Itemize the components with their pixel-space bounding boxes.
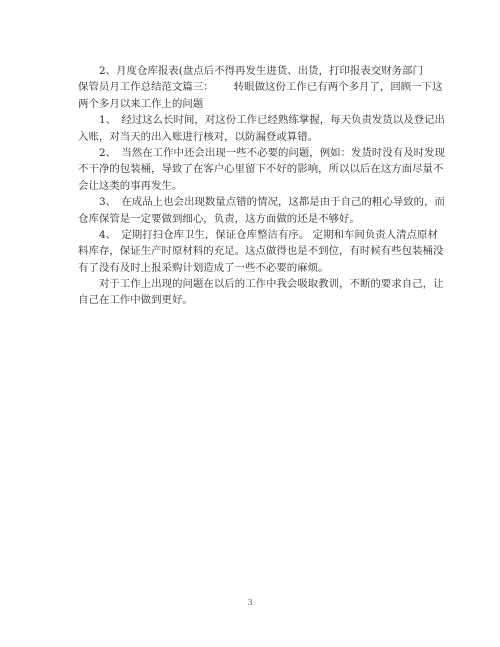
line-text: 2、 当然在工作中还会出现一些不必要的问题，例如：发货时没有及时发现 bbox=[99, 146, 445, 159]
line-text: 4、 定期打扫仓库卫生，保证仓库整洁有序。 定期和车间负责人清点原材 bbox=[99, 228, 438, 241]
line-text: 3、 在成品上也会出现数量点错的情况，这都是由于自己的粗心导致的，而 bbox=[99, 196, 445, 209]
paragraph-line bbox=[78, 260, 424, 276]
paragraph-line bbox=[78, 161, 444, 177]
line-text: 料库存，保证生产时原材料的充足。这点做得也是不到位，有时候有些包装桶没 bbox=[78, 245, 444, 258]
line-text: 2、月度仓库报表(盘点后不得再发生进货、出货，打印报表交财务部门 bbox=[99, 65, 423, 77]
line-text: 有了没有及时上报采购计划造成了一些不必要的麻烦。 bbox=[78, 261, 329, 274]
paragraph-line bbox=[78, 194, 445, 210]
line-text: 1、 经过这么长时间，对这份工作已经熟练掌握，每天负责发货以及登记出 bbox=[99, 114, 445, 127]
document-body bbox=[78, 63, 445, 309]
line-text: 仓库保管是一定要做到细心，负责，这方面做的还是不够好。 bbox=[78, 212, 360, 225]
paragraph-line bbox=[78, 129, 424, 145]
paragraph-line bbox=[78, 96, 424, 112]
line-text: 不干净的包装桶，导致了在客户心里留下不好的影响，所以以后在这方面尽量不 bbox=[78, 163, 444, 176]
line-text: 自己在工作中做到更好。 bbox=[78, 294, 193, 307]
line-text: 保管员月工作总结范文篇三： bbox=[78, 81, 214, 94]
paragraph-line bbox=[78, 79, 443, 95]
paragraph-line bbox=[78, 276, 444, 292]
line-text-tail: 转眼做这份工作已有两个多月了，回顾一下这 bbox=[233, 81, 443, 94]
line-text: 两个多月以来工作上的问题 bbox=[78, 97, 204, 110]
paragraph-line bbox=[78, 243, 444, 259]
paragraph-line bbox=[78, 227, 438, 243]
page-number: 3 bbox=[247, 598, 253, 607]
line-text: 入账，对当天的出入账进行核对，以防漏登或算错。 bbox=[78, 130, 319, 143]
paragraph-line bbox=[78, 63, 424, 79]
paragraph-line bbox=[78, 211, 424, 227]
paragraph-line bbox=[78, 112, 445, 128]
line-text: 对于工作上出现的问题在以后的工作中我会吸取教训，不断的要求自己，让 bbox=[99, 278, 444, 291]
paragraph-line bbox=[78, 145, 445, 161]
paragraph-line bbox=[78, 178, 424, 194]
line-text: 会让这类的事再发生。 bbox=[78, 179, 183, 192]
paragraph-line bbox=[78, 292, 424, 308]
